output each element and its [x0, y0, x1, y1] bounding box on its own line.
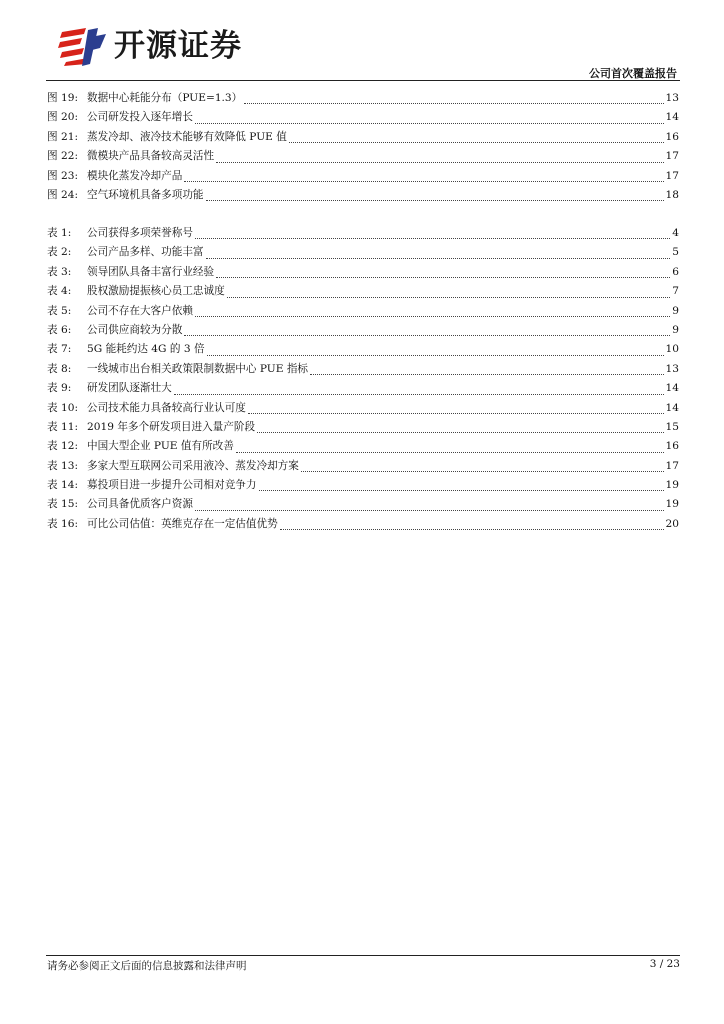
toc-entry[interactable]: 表 2: 公司产品多样、功能丰富 5: [47, 246, 679, 259]
toc-entry[interactable]: 表 4: 股权激励提振核心员工忠诚度 7: [47, 285, 679, 298]
toc-entry[interactable]: 图 23: 模块化蒸发冷却产品 17: [47, 169, 679, 182]
toc-entry[interactable]: 图 19: 数据中心耗能分布（PUE=1.3） 13: [47, 92, 679, 104]
toc-entry[interactable]: 表 8: 一线城市出台相关政策限制数据中心 PUE 指标 13: [47, 362, 679, 375]
report-type: 公司首次覆盖报告: [589, 67, 677, 80]
toc-entry[interactable]: 表 10: 公司技术能力具备较高行业认可度 14: [47, 401, 679, 414]
brand-name: 开源证券: [114, 28, 242, 64]
toc-entry[interactable]: 图 21: 蒸发冷却、液冷技术能够有效降低 PUE 值 16: [47, 130, 679, 143]
header-divider: [46, 80, 680, 81]
toc-entry[interactable]: 表 15: 公司具备优质客户资源 19: [47, 498, 679, 511]
toc-entry[interactable]: 表 16: 可比公司估值：英维克存在一定估值优势 20: [47, 517, 679, 530]
logo-mark-icon: [58, 26, 108, 66]
toc-entry[interactable]: 表 3: 领导团队具备丰富行业经验 6: [47, 265, 679, 278]
table-list: [47, 224, 679, 534]
toc-entry[interactable]: 图 24: 空气环境机具备多项功能 18: [47, 188, 679, 201]
toc-entry[interactable]: 表 1: 公司获得多项荣誉称号 4: [47, 227, 679, 239]
toc-entry[interactable]: 表 11: 2019 年多个研发项目进入量产阶段 15: [47, 420, 679, 433]
page-number: 3 / 23: [649, 958, 680, 970]
toc-entry[interactable]: 表 9: 研发团队逐渐壮大 14: [47, 382, 679, 395]
brand-logo: [58, 26, 242, 66]
toc-entry[interactable]: 表 14: 募投项目进一步提升公司相对竞争力 19: [47, 479, 679, 492]
toc-entry[interactable]: 表 13: 多家大型互联网公司采用液冷、蒸发冷却方案 17: [47, 459, 679, 472]
footer-divider: [46, 955, 680, 956]
footer-disclaimer: 请务必参阅正文后面的信息披露和法律声明: [47, 960, 247, 972]
toc-entry[interactable]: 表 6: 公司供应商较为分散 9: [47, 323, 679, 336]
figure-list: [47, 89, 679, 205]
toc-entry[interactable]: 表 5: 公司不存在大客户依赖 9: [47, 304, 679, 317]
toc-entry[interactable]: 图 22: 微模块产品具备较高灵活性 17: [47, 150, 679, 163]
toc-entry[interactable]: 表 7: 5G 能耗约达 4G 的 3 倍 10: [47, 343, 679, 356]
toc-entry[interactable]: 表 12: 中国大型企业 PUE 值有所改善 16: [47, 440, 679, 453]
toc-entry[interactable]: 图 20: 公司研发投入逐年增长 14: [47, 111, 679, 124]
